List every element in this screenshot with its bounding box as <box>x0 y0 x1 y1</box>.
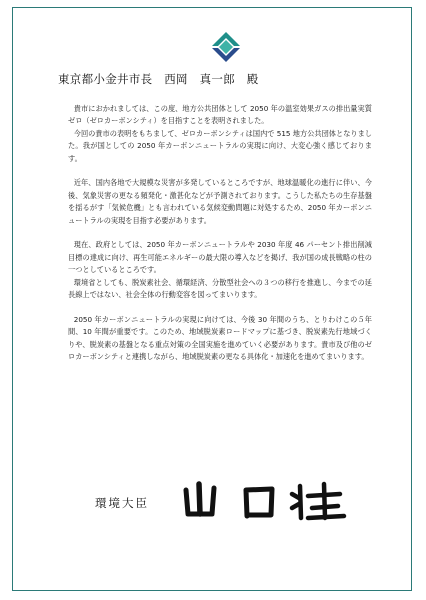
paragraph: 近年、国内各地で大規模な災害が多発しているところですが、地球温暖化の進行に伴い、今後、気象災害の更なる頻発化・激甚化などが予測されております。こうした私たちの生存基盤を揺るがす「気候危機」とも言われている気候変動問題に対処するため、2050 年カーボンニュートラルの実現を目指す必要があります。 <box>68 178 372 225</box>
signer-title: 環境大臣 <box>95 496 149 510</box>
paragraph-gap <box>68 227 372 239</box>
paragraph: 現在、政府としては、2050 年カーボンニュートラルや 2030 年度 46 パーセント排出削減目標の達成に向け、再生可能エネルギーの最大限の導入などを掲げ、我が国の成長戦略の柱の一つとしているところです。 <box>68 240 372 275</box>
paragraph: 2050 年カーボンニュートラルの実現に向けては、今後 30 年間のうち、とりわけこの５年間、10 年間が重要です。このため、地域脱炭素ロードマップに基づき、脱炭素先行地域づくりや、脱炭素の基盤となる重点対策の全国実施を進めていく必要があります。貴市及び他のゼロカーボンシティと連携しながら、地域脱炭素の更なる具体化・加速化を進めてまいります。 <box>68 314 372 362</box>
paragraph: 環境省としても、脱炭素社会、循環経済、分散型社会への３つの移行を推進し、今までの延長線上ではない、社会全体の行動変容を図ってまいります。 <box>68 277 372 300</box>
paragraph: 今回の貴市の表明をもちまして、ゼロカーボンシティは国内で 515 地方公共団体となりました。我が国としての 2050 年カーボンニュートラルの実現に向け、大変心強く感じております。 <box>68 128 372 163</box>
paragraph: 貴市におかれましては、この度、地方公共団体として 2050 年の温室効果ガスの排出量実質ゼロ（ゼロカーボンシティ）を目指すことを表明されました。 <box>68 104 372 126</box>
paragraph-gap <box>68 301 372 313</box>
paragraph-gap <box>68 165 372 177</box>
addressee-line: 東京都小金井市長 西岡 真一郎 殿 <box>58 72 259 86</box>
ministry-of-environment-logo <box>209 30 243 64</box>
handwritten-signature <box>168 478 358 524</box>
letter-body <box>68 103 372 363</box>
